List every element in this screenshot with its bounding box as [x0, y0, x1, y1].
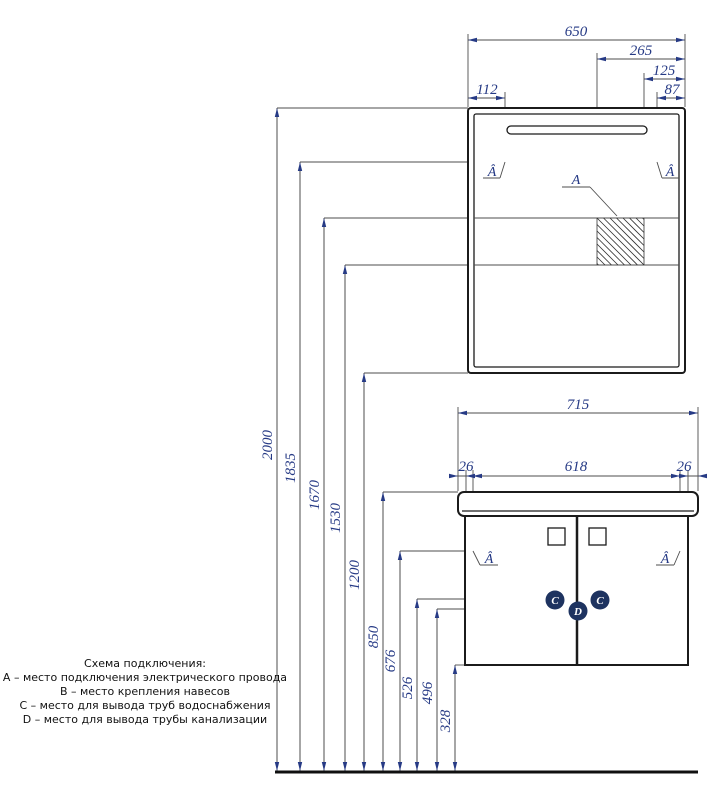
height-dimension-labels [260, 430, 454, 734]
vanity-countertop [458, 492, 698, 516]
legend-item-c: C – место для вывода труб водоснабжения [19, 699, 271, 712]
legend-item-d: D – место для вывода трубы канализации [22, 713, 268, 726]
dim-676: 676 [383, 649, 399, 673]
dim-1200: 1200 [347, 560, 363, 590]
mirror-cabinet [468, 34, 685, 373]
water-letter-left: C [551, 595, 559, 607]
legend [3, 657, 287, 726]
legend-title: Схема подключения: [84, 657, 206, 670]
water-letter-right: C [596, 595, 604, 607]
dim-265: 265 [629, 43, 653, 59]
dim-618: 618 [564, 459, 588, 475]
vanity-mount-letter-left: Â [484, 552, 494, 567]
mirror-width-labels [476, 24, 681, 98]
height-dimension-lines [277, 108, 455, 771]
dim-526: 526 [400, 676, 416, 700]
dim-87: 87 [664, 82, 680, 98]
mirror-outer-frame [468, 108, 685, 373]
mirror-mount-letter-left: Â [487, 165, 497, 180]
dim-1835: 1835 [283, 453, 299, 483]
electrical-callout-letter: A [571, 173, 581, 188]
legend-item-b: B – место крепления навесов [59, 685, 231, 698]
dim-850: 850 [366, 625, 382, 649]
dim-496: 496 [420, 681, 436, 705]
legend-item-a: A – место подключения электрического провода [2, 671, 288, 684]
drain-letter: D [574, 606, 582, 618]
dim-26-right: 26 [676, 459, 692, 475]
vanity-mount-letter-right: Â [660, 552, 670, 567]
dim-715: 715 [566, 397, 590, 413]
dim-328: 328 [438, 709, 454, 733]
vanity-width-labels [459, 397, 693, 475]
dim-1530: 1530 [328, 503, 344, 533]
dim-2000: 2000 [260, 430, 276, 460]
dim-650: 650 [564, 24, 588, 40]
vanity-cabinet [450, 407, 706, 665]
dim-26-left: 26 [458, 459, 474, 475]
mirror-mount-letter-right: Â [665, 165, 675, 180]
dim-125: 125 [652, 63, 676, 79]
dim-112: 112 [476, 82, 498, 98]
dim-1670: 1670 [307, 480, 323, 510]
